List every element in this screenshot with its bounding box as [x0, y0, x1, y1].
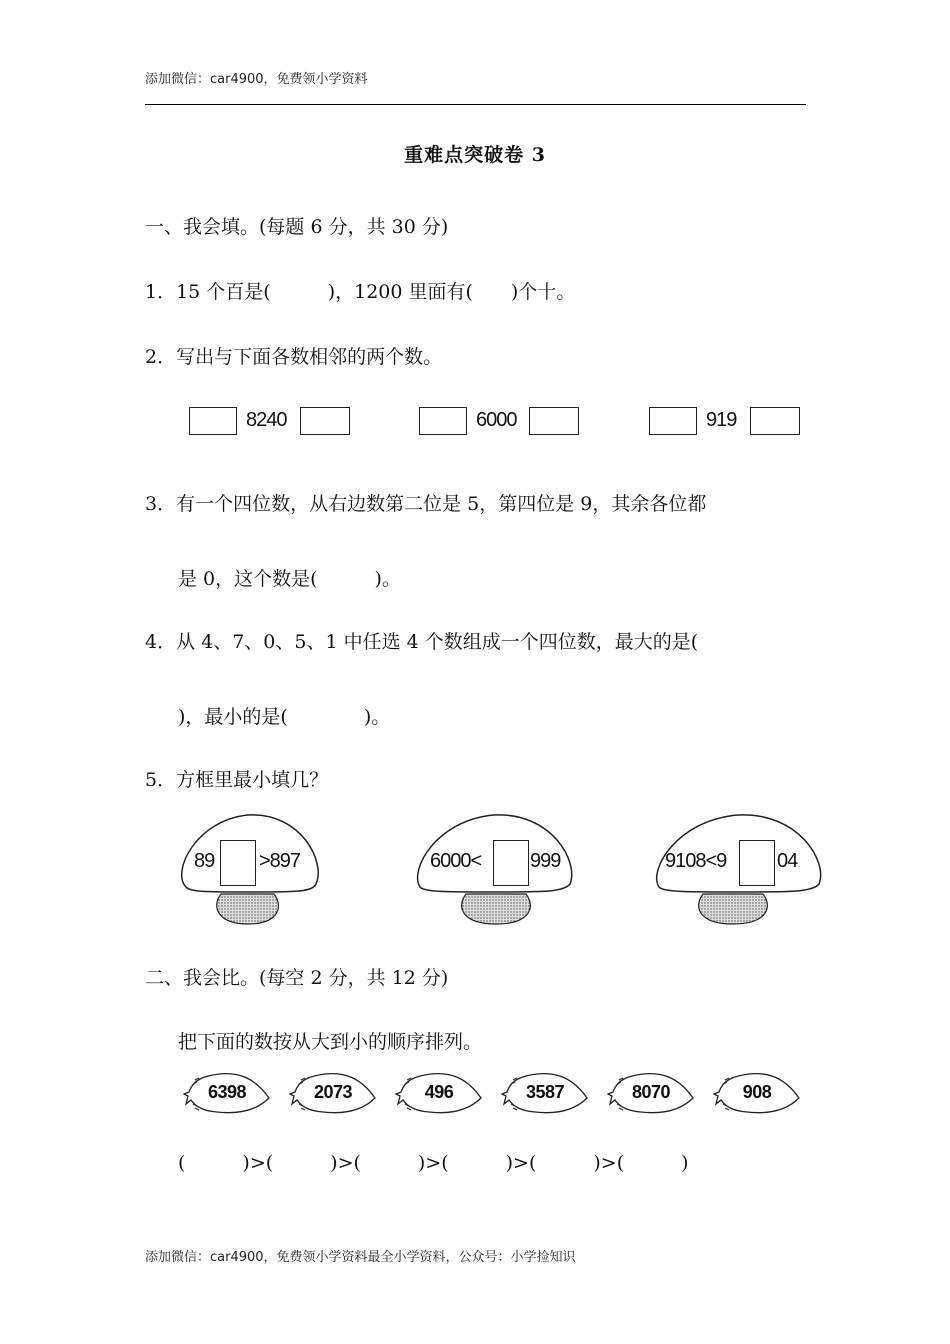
- mushroom-1: [176, 812, 326, 927]
- section1-heading: 一、我会填。(每题 6 分，共 30 分): [145, 216, 449, 238]
- mushroom-right-text: >897: [259, 850, 301, 872]
- answer-box[interactable]: [750, 407, 800, 435]
- question-2: 2．写出与下面各数相邻的两个数。: [145, 346, 443, 368]
- q2-number: 919: [706, 409, 737, 431]
- page-title: 重难点突破卷 3: [404, 144, 546, 166]
- q2-number: 6000: [476, 409, 517, 431]
- mushroom-2: [414, 812, 579, 927]
- leaf-number: 6398: [207, 1082, 247, 1102]
- mushroom-left-text: 89: [194, 850, 215, 872]
- page-footer: 添加微信：car4900，免费领小学资料最全小学资料，公众号：小学捡知识: [145, 1250, 576, 1265]
- answer-box[interactable]: [529, 407, 579, 435]
- header-divider: [145, 104, 806, 105]
- fill-box[interactable]: [220, 840, 256, 886]
- mushroom-left-text: 6000<: [430, 850, 482, 872]
- question-4-line1: 4．从 4、7、0、5、1 中任选 4 个数组成一个四位数，最大的是(: [145, 631, 699, 653]
- leaf-number: 8070: [631, 1082, 671, 1102]
- leaf-number: 496: [424, 1082, 454, 1102]
- number-leaf: [607, 1068, 697, 1120]
- leaf-number: 3587: [525, 1082, 565, 1102]
- fill-box[interactable]: [493, 840, 529, 886]
- mushroom-3: [653, 812, 828, 927]
- mushroom-right-text: 999: [530, 850, 561, 872]
- number-leaf: [395, 1068, 485, 1120]
- answer-box[interactable]: [300, 407, 350, 435]
- answer-line: ( )>( )>( )>( )>( )>( ): [178, 1152, 689, 1174]
- leaf-number: 908: [742, 1082, 772, 1102]
- mushroom-left-text: 9108<9: [665, 850, 727, 872]
- question-3-line2: 是 0，这个数是( )。: [178, 568, 401, 590]
- number-leaf: [713, 1068, 803, 1120]
- number-leaf: [501, 1068, 591, 1120]
- section2-heading: 二、我会比。(每空 2 分，共 12 分): [145, 967, 449, 989]
- question-4-line2: )，最小的是( )。: [178, 706, 391, 728]
- number-leaf: [289, 1068, 379, 1120]
- question-1: 1．15 个百是( )，1200 里面有( )个十。: [145, 281, 576, 303]
- fill-box[interactable]: [739, 840, 775, 886]
- question-3-line1: 3．有一个四位数，从右边数第二位是 5，第四位是 9，其余各位都: [145, 493, 707, 515]
- question-5: 5．方框里最小填几？: [145, 769, 329, 791]
- page-header: 添加微信：car4900，免费领小学资料: [145, 72, 368, 87]
- answer-box[interactable]: [419, 407, 467, 435]
- section2-instruction: 把下面的数按从大到小的顺序排列。: [178, 1031, 483, 1053]
- q2-number: 8240: [246, 409, 287, 431]
- answer-box[interactable]: [649, 407, 697, 435]
- number-leaf: [183, 1068, 273, 1120]
- leaf-number: 2073: [313, 1082, 353, 1102]
- answer-box[interactable]: [189, 407, 237, 435]
- mushroom-right-text: 04: [777, 850, 798, 872]
